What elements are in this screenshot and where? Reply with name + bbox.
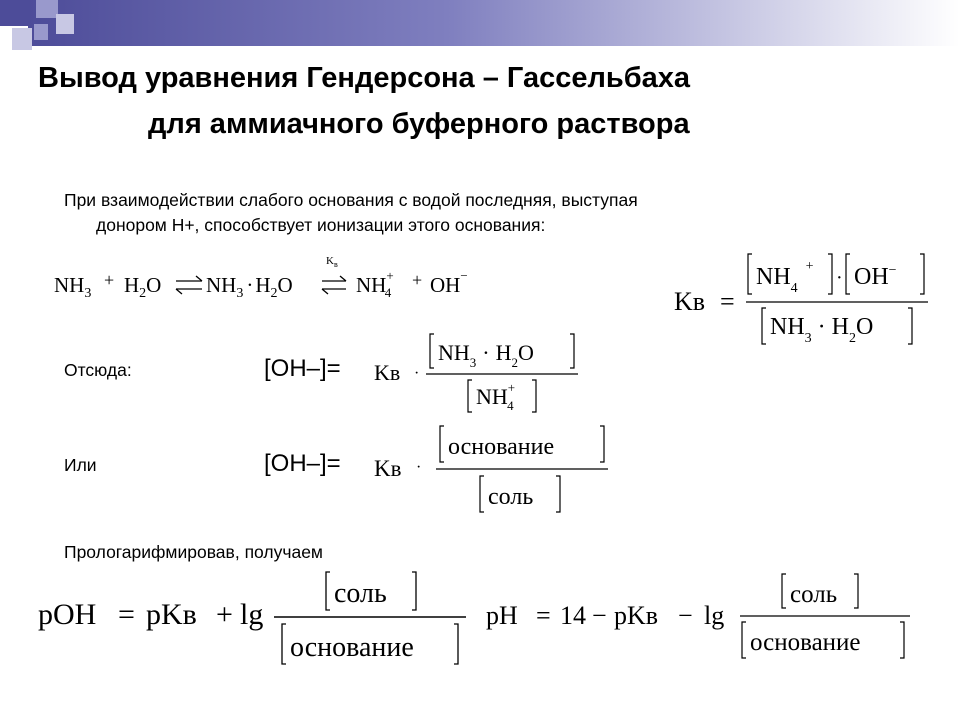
- or-denominator: соль: [488, 484, 534, 510]
- poh-pkb: pKв: [146, 598, 197, 631]
- or-lhs: [OH–]=: [264, 450, 341, 477]
- reaction-equation: [50, 250, 490, 310]
- ph-num-bracket-right: [854, 574, 858, 608]
- kb-den-bracket-left: [762, 308, 766, 344]
- reaction-nh3: $NH_3$: [54, 273, 92, 301]
- hence-kb: Kв: [374, 360, 401, 385]
- ph-minus-2: −: [678, 601, 693, 630]
- equilibrium-arrow-1: [176, 276, 202, 294]
- hence-numerator: $NH_3 \cdot H_2O$: [438, 340, 534, 370]
- ph-numerator: соль: [790, 581, 838, 608]
- poh-lg: lg: [240, 598, 264, 631]
- ph-denominator: основание: [750, 629, 861, 656]
- kb-numerator-dot: ·: [836, 267, 843, 289]
- ph-lg: lg: [704, 601, 725, 630]
- or-formula: [372, 420, 622, 516]
- reaction-h2o: $H_2O$: [124, 273, 162, 301]
- slide-title-line2: для аммиачного буферного раствора: [148, 108, 690, 140]
- header-gradient-bar: [28, 0, 960, 46]
- ph-minus-1: −: [592, 601, 607, 630]
- reaction-plus-1: +: [104, 270, 115, 290]
- ph-den-bracket-right: [900, 622, 904, 658]
- hence-denominator: NH+ 4: [476, 380, 516, 413]
- poh-equation: [36, 566, 476, 676]
- ph-equals: =: [536, 601, 551, 630]
- equilibrium-arrow-2: [322, 276, 346, 294]
- kb-num-bracket-right-2: [920, 254, 924, 294]
- hence-num-bracket-left: [430, 334, 434, 368]
- or-den-bracket-left: [480, 476, 484, 512]
- ph-pkb: pKв: [614, 601, 659, 630]
- kb-num-bracket-left-1: [748, 254, 752, 294]
- slide-title-line1: Вывод уравнения Гендерсона – Гассельбаха: [38, 62, 691, 94]
- intro-text-line2: донором Н+, способствует ионизации этого основания:: [96, 215, 546, 235]
- or-dot: ·: [416, 459, 422, 476]
- kb-denominator: $NH_3 \cdot H_2O$: [770, 314, 874, 346]
- kb-num-bracket-left-2: [846, 254, 850, 294]
- poh-plus: +: [216, 598, 233, 631]
- ph-den-bracket-left: [742, 622, 746, 658]
- kb-den-bracket-right: [908, 308, 912, 344]
- hence-num-bracket-right: [570, 334, 574, 368]
- decor-square-pale-2: [12, 28, 32, 50]
- kb-numerator-ammonium: $NH_4^+$: [756, 259, 814, 296]
- decor-square-mid-2: [34, 24, 48, 40]
- ph-const: 14: [560, 601, 586, 630]
- poh-den-bracket-left: [282, 624, 286, 664]
- ph-equation: [484, 566, 924, 676]
- kb-num-bracket-right-1: [828, 254, 832, 294]
- poh-denominator: основание: [290, 632, 414, 663]
- kb-numerator-hydroxide: OH−: [854, 263, 897, 290]
- or-num-bracket-left: [440, 426, 444, 462]
- log-intro-text: Прологарифмировав, получаем: [64, 542, 323, 562]
- ph-num-bracket-left: [782, 574, 786, 608]
- hence-lhs: [OH–]=: [264, 355, 341, 382]
- reaction-hydroxide: OH−: [430, 268, 468, 297]
- poh-num-bracket-left: [326, 572, 330, 610]
- or-label: Или: [64, 455, 97, 475]
- reaction-ammonium: NH+ 4: [356, 268, 394, 300]
- decor-square-dark: [0, 0, 28, 26]
- reaction-plus-2: +: [412, 270, 423, 290]
- hence-label: Отсюда:: [64, 360, 132, 380]
- intro-text-line1: При взаимодействии слабого основания с водой последняя, выступая: [64, 190, 638, 210]
- kb-expression: [670, 248, 940, 348]
- reaction-kb-label: $K_в$: [326, 255, 338, 269]
- poh-lhs: pOH: [38, 598, 97, 631]
- hence-den-bracket-right: [532, 380, 536, 412]
- reaction-ammonia-hydrate: $NH_3 \cdot H_2O$: [206, 273, 293, 301]
- poh-numerator: соль: [334, 578, 387, 609]
- poh-den-bracket-right: [454, 624, 458, 664]
- or-num-bracket-right: [600, 426, 604, 462]
- decor-square-mid: [36, 0, 58, 18]
- or-kb: Kв: [374, 456, 402, 481]
- ph-lhs: pH: [486, 601, 518, 630]
- poh-equals: =: [118, 598, 135, 631]
- hence-dot: ·: [414, 365, 420, 382]
- hence-formula: [372, 330, 592, 416]
- poh-num-bracket-right: [412, 572, 416, 610]
- or-numerator: основание: [448, 434, 555, 460]
- kb-lhs: Kв: [674, 287, 706, 316]
- hence-den-bracket-left: [468, 380, 472, 412]
- decor-square-pale: [56, 14, 74, 34]
- kb-equals: =: [720, 287, 735, 316]
- or-den-bracket-right: [556, 476, 560, 512]
